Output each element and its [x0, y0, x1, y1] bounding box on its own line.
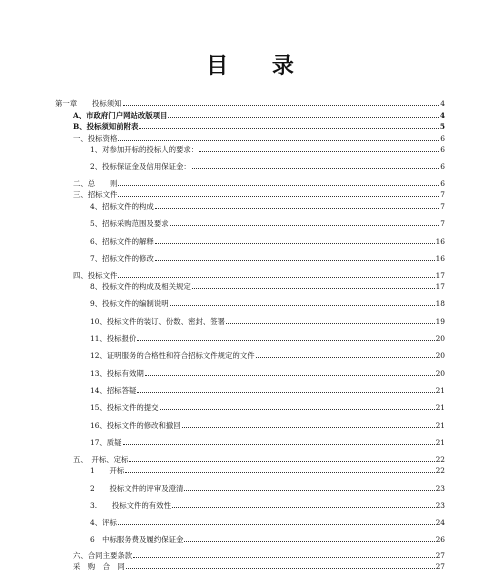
toc-entry-text: 6、招标文件的解释 [90, 237, 154, 246]
page-title: 目 录 [206, 53, 312, 79]
toc-entry-text: 17、质疑 [90, 438, 122, 447]
toc-page-number: 21 [435, 438, 445, 447]
toc-entry-text: B、投标须知前附表 [73, 122, 139, 131]
toc-page-number: 16 [435, 254, 445, 263]
toc-page-number: 20 [435, 369, 445, 378]
toc-entry[interactable] [90, 400, 445, 412]
toc-page-number: 19 [435, 317, 445, 326]
toc-page-number: 5 [439, 122, 445, 131]
toc-page-number: 4 [439, 111, 445, 120]
toc-entry-text: 六、合同主要条款 [73, 551, 133, 560]
dot-leader [129, 461, 434, 462]
toc-entry[interactable] [90, 383, 445, 395]
toc-page-number: 6 [440, 162, 445, 171]
toc-page-number: 17 [435, 271, 445, 280]
toc-entry-text: 7、招标文件的修改 [90, 254, 154, 263]
dot-leader [199, 151, 439, 152]
dot-leader [172, 507, 435, 508]
toc-entry-text: 13、投标有效期 [90, 369, 144, 378]
toc-page-number: 23 [435, 484, 445, 493]
toc-page-number: 4 [440, 99, 445, 108]
toc-entry[interactable] [90, 498, 445, 510]
toc-entry[interactable] [90, 251, 445, 263]
toc-entry-text: 2、投标保证金及信用保证金： [90, 162, 191, 171]
dot-leader [160, 409, 435, 410]
toc-page-number: 20 [435, 351, 445, 360]
dot-leader [155, 208, 439, 209]
toc-page-number: 23 [435, 501, 445, 510]
toc-entry-text: 5、招标采购范围及要求 [90, 219, 169, 228]
toc-entry[interactable] [90, 142, 445, 154]
dot-leader [133, 557, 434, 558]
dot-leader [145, 375, 435, 376]
toc-entry-text: 四、投标文件 [73, 271, 118, 280]
dot-leader [168, 117, 438, 118]
dot-leader [123, 105, 440, 106]
toc-entry[interactable] [73, 559, 445, 571]
toc-entry-text: 三、招标文件 [73, 190, 118, 199]
toc-entry[interactable] [55, 96, 445, 108]
toc-page-number: 27 [435, 562, 445, 571]
toc-entry-text: 14、招标答疑 [90, 386, 137, 395]
toc-entry-text: 第一章 投标须知 [55, 99, 122, 108]
dot-leader [118, 524, 435, 525]
dot-leader [118, 185, 439, 186]
dot-leader [118, 196, 439, 197]
toc-entry[interactable] [73, 187, 445, 199]
dot-leader [192, 168, 440, 169]
toc-page-number: 27 [435, 551, 445, 560]
dot-leader [226, 323, 435, 324]
dot-leader [155, 243, 435, 244]
toc-entry[interactable] [90, 159, 445, 171]
dot-leader [182, 427, 435, 428]
toc-entry-text: 采 购 合 同 [73, 562, 125, 571]
dot-leader [118, 277, 434, 278]
toc-entry[interactable] [90, 348, 445, 360]
toc-entry[interactable] [90, 532, 445, 544]
toc-entry[interactable] [73, 119, 445, 131]
toc-entry-text: 8、投标文件的构成及相关规定 [90, 282, 191, 291]
toc-page-number: 20 [435, 334, 445, 343]
toc-entry[interactable] [90, 515, 445, 527]
toc-entry[interactable] [90, 331, 445, 343]
toc-entry[interactable] [90, 418, 445, 430]
toc-entry-text: 9、投标文件的编制说明 [90, 299, 169, 308]
toc-entry[interactable] [90, 481, 445, 493]
toc-entry-text: A、市政府门户网站改版项目 [73, 111, 168, 120]
dot-leader [125, 472, 434, 473]
toc-page-number: 7 [440, 190, 445, 199]
toc-page-number: 6 [440, 145, 445, 154]
toc-entry-text: 6 中标服务费及履约保证金 [90, 535, 184, 544]
toc-page-number: 17 [435, 282, 445, 291]
toc-entry[interactable] [90, 314, 445, 326]
toc-entry-text: 一、投标资格 [73, 134, 118, 143]
toc-page-number: 18 [435, 299, 445, 308]
toc-entry[interactable] [90, 279, 445, 291]
dot-leader [184, 541, 434, 542]
toc-entry[interactable] [90, 463, 445, 475]
toc-page-number: 22 [435, 466, 445, 475]
dot-leader [123, 444, 435, 445]
toc-entry[interactable] [90, 435, 445, 447]
toc-entry-text: 1、对参加开标的投标人的要求： [90, 145, 199, 154]
toc-page-number: 26 [435, 535, 445, 544]
dot-leader [256, 357, 435, 358]
toc-entry[interactable] [90, 216, 445, 228]
dot-leader [126, 568, 435, 569]
toc-page-number: 16 [435, 237, 445, 246]
toc-page-number: 24 [435, 518, 445, 527]
toc-entry-text: 15、投标文件的提交 [90, 403, 159, 412]
dot-leader [155, 260, 435, 261]
dot-leader [170, 305, 435, 306]
toc-entry-text: 五、 开标、定标 [73, 455, 129, 464]
toc-entry-text: 16、投标文件的修改和撤回 [90, 421, 181, 430]
toc-entry-text: 10、投标文件的装订、份数、密封、签署 [90, 317, 226, 326]
dot-leader [137, 392, 434, 393]
dot-leader [118, 140, 439, 141]
dot-leader [139, 128, 438, 129]
toc-entry-text: 4、招标文件的构成 [90, 202, 154, 211]
toc-entry-text: 12、证明服务的合格性和符合招标文件规定的文件 [90, 351, 255, 360]
toc-entry[interactable] [90, 199, 445, 211]
dot-leader [192, 288, 435, 289]
dot-leader [170, 225, 440, 226]
toc-entry-text: 二、总 则 [73, 179, 118, 188]
toc-entry[interactable] [90, 234, 445, 246]
toc-entry[interactable] [90, 296, 445, 308]
toc-page-number: 21 [435, 386, 445, 395]
toc-entry-text: 11、投标报价 [90, 334, 137, 343]
toc-page-number: 6 [440, 134, 445, 143]
toc-entry-text: 1 开标 [90, 466, 125, 475]
dot-leader [137, 340, 434, 341]
toc-page-number: 22 [435, 455, 445, 464]
toc-page-number: 6 [440, 179, 445, 188]
toc-page-number: 7 [440, 202, 445, 211]
toc-page-number: 21 [435, 403, 445, 412]
toc-page-number: 7 [440, 219, 445, 228]
toc-entry-text: 2 投标文件的评审及澄清 [90, 484, 184, 493]
dot-leader [184, 490, 434, 491]
toc-page-number: 21 [435, 421, 445, 430]
toc-entry-text: 4、评标 [90, 518, 117, 527]
toc-entry[interactable] [90, 366, 445, 378]
toc-entry-text: 3. 投标文件的有效性 [90, 501, 171, 510]
